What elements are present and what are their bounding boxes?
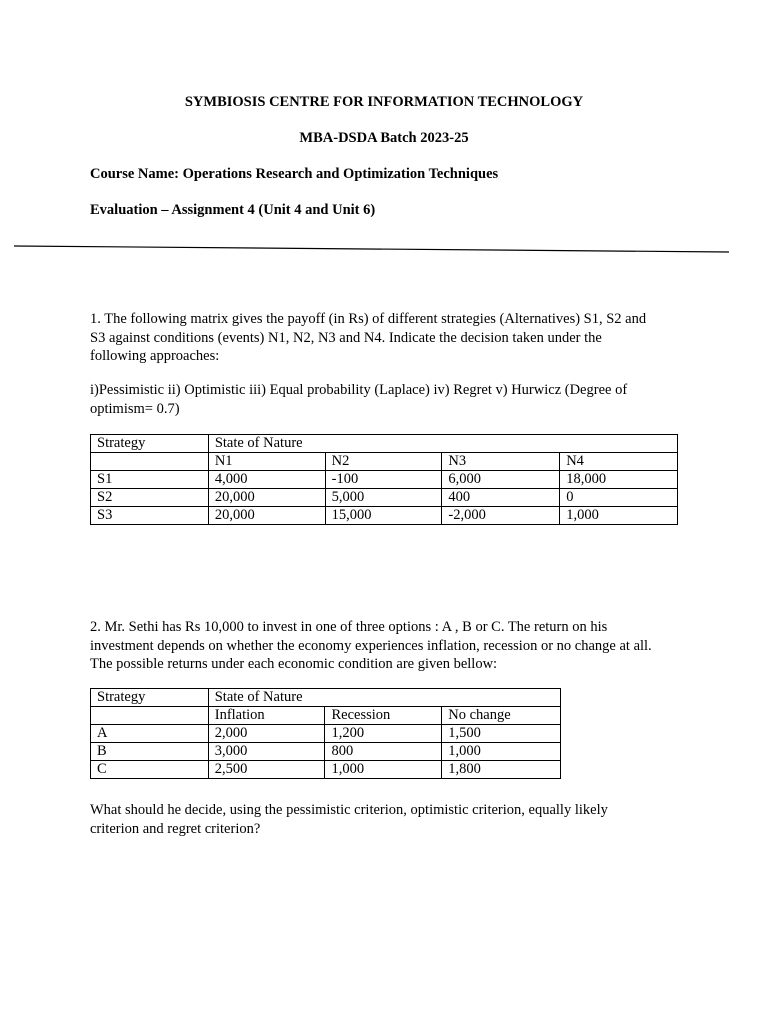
column-header: N3 bbox=[442, 453, 560, 471]
strategy-cell: S2 bbox=[91, 489, 209, 507]
table-row bbox=[91, 707, 561, 725]
course-name: Course Name: Operations Research and Optimization Techniques bbox=[90, 166, 499, 182]
strategy-header: Strategy bbox=[91, 689, 209, 707]
question-2-line-2: investment depends on whether the economy experiences inflation, recession or no change at all. bbox=[90, 637, 652, 654]
value-cell: -2,000 bbox=[442, 507, 560, 525]
column-header: N4 bbox=[560, 453, 678, 471]
evaluation-title: Evaluation – Assignment 4 (Unit 4 and Unit 6) bbox=[90, 202, 376, 218]
value-cell: 0 bbox=[560, 489, 678, 507]
approaches-line-2: optimism= 0.7) bbox=[90, 400, 180, 417]
state-of-nature-header: State of Nature bbox=[208, 435, 677, 453]
table-row bbox=[91, 507, 678, 525]
value-cell: 1,000 bbox=[325, 761, 442, 779]
value-cell: 4,000 bbox=[208, 471, 325, 489]
table-row bbox=[91, 453, 678, 471]
value-cell: 800 bbox=[325, 743, 442, 761]
institute-title: SYMBIOSIS CENTRE FOR INFORMATION TECHNOLOGY bbox=[184, 94, 584, 110]
question-2-line-3: The possible returns under each economic condition are given bellow: bbox=[90, 656, 498, 672]
table-row bbox=[91, 761, 561, 779]
strategy-header: Strategy bbox=[91, 435, 209, 453]
value-cell: 1,000 bbox=[442, 743, 561, 761]
question-1-approaches bbox=[90, 381, 690, 418]
payoff-table-2 bbox=[90, 688, 561, 779]
batch-title: MBA-DSDA Batch 2023-25 bbox=[299, 130, 469, 146]
question-2-line-1: 2. Mr. Sethi has Rs 10,000 to invest in one of three options : A , B or C. The return on his bbox=[90, 619, 608, 635]
empty-cell bbox=[91, 707, 209, 725]
column-header: N1 bbox=[208, 453, 325, 471]
value-cell: 5,000 bbox=[325, 489, 442, 507]
value-cell: 3,000 bbox=[208, 743, 325, 761]
state-of-nature-header: State of Nature bbox=[208, 689, 560, 707]
table-row bbox=[91, 489, 678, 507]
column-header: Inflation bbox=[208, 707, 325, 725]
value-cell: 18,000 bbox=[560, 471, 678, 489]
strategy-cell: S1 bbox=[91, 471, 209, 489]
strategy-cell: S3 bbox=[91, 507, 209, 525]
table-row bbox=[91, 435, 678, 453]
question-1-text bbox=[90, 310, 690, 366]
value-cell: 2,000 bbox=[208, 725, 325, 743]
value-cell: -100 bbox=[325, 471, 442, 489]
empty-cell bbox=[91, 453, 209, 471]
table-row bbox=[91, 743, 561, 761]
question-1-line-1: 1. The following matrix gives the payoff (in Rs) of different strategies (Alternatives) S1, S2 and bbox=[90, 311, 647, 327]
strategy-cell: C bbox=[91, 761, 209, 779]
header-divider bbox=[0, 0, 768, 260]
value-cell: 2,500 bbox=[208, 761, 325, 779]
value-cell: 20,000 bbox=[208, 489, 325, 507]
table-row bbox=[91, 471, 678, 489]
value-cell: 1,200 bbox=[325, 725, 442, 743]
strategy-cell: B bbox=[91, 743, 209, 761]
value-cell: 20,000 bbox=[208, 507, 325, 525]
column-header: N2 bbox=[325, 453, 442, 471]
followup-line-2: criterion and regret criterion? bbox=[90, 820, 261, 837]
question-1-line-3: following approaches: bbox=[90, 348, 220, 364]
value-cell: 6,000 bbox=[442, 471, 560, 489]
payoff-table-1 bbox=[90, 434, 678, 525]
table-row bbox=[91, 689, 561, 707]
value-cell: 1,500 bbox=[442, 725, 561, 743]
approaches-line-1: i)Pessimistic ii) Optimistic iii) Equal probability (Laplace) iv) Regret v) Hurwicz (Degree of bbox=[90, 382, 628, 398]
strategy-cell: A bbox=[91, 725, 209, 743]
question-2-text bbox=[90, 618, 700, 674]
value-cell: 400 bbox=[442, 489, 560, 507]
column-header: No change bbox=[442, 707, 561, 725]
followup-line-1: What should he decide, using the pessimistic criterion, optimistic criterion, equally likely bbox=[90, 802, 608, 818]
value-cell: 15,000 bbox=[325, 507, 442, 525]
column-header: Recession bbox=[325, 707, 442, 725]
question-2-followup bbox=[90, 801, 690, 838]
value-cell: 1,800 bbox=[442, 761, 561, 779]
question-1-line-2: S3 against conditions (events) N1, N2, N3 and N4. Indicate the decision taken under the bbox=[90, 329, 602, 346]
value-cell: 1,000 bbox=[560, 507, 678, 525]
table-row bbox=[91, 725, 561, 743]
